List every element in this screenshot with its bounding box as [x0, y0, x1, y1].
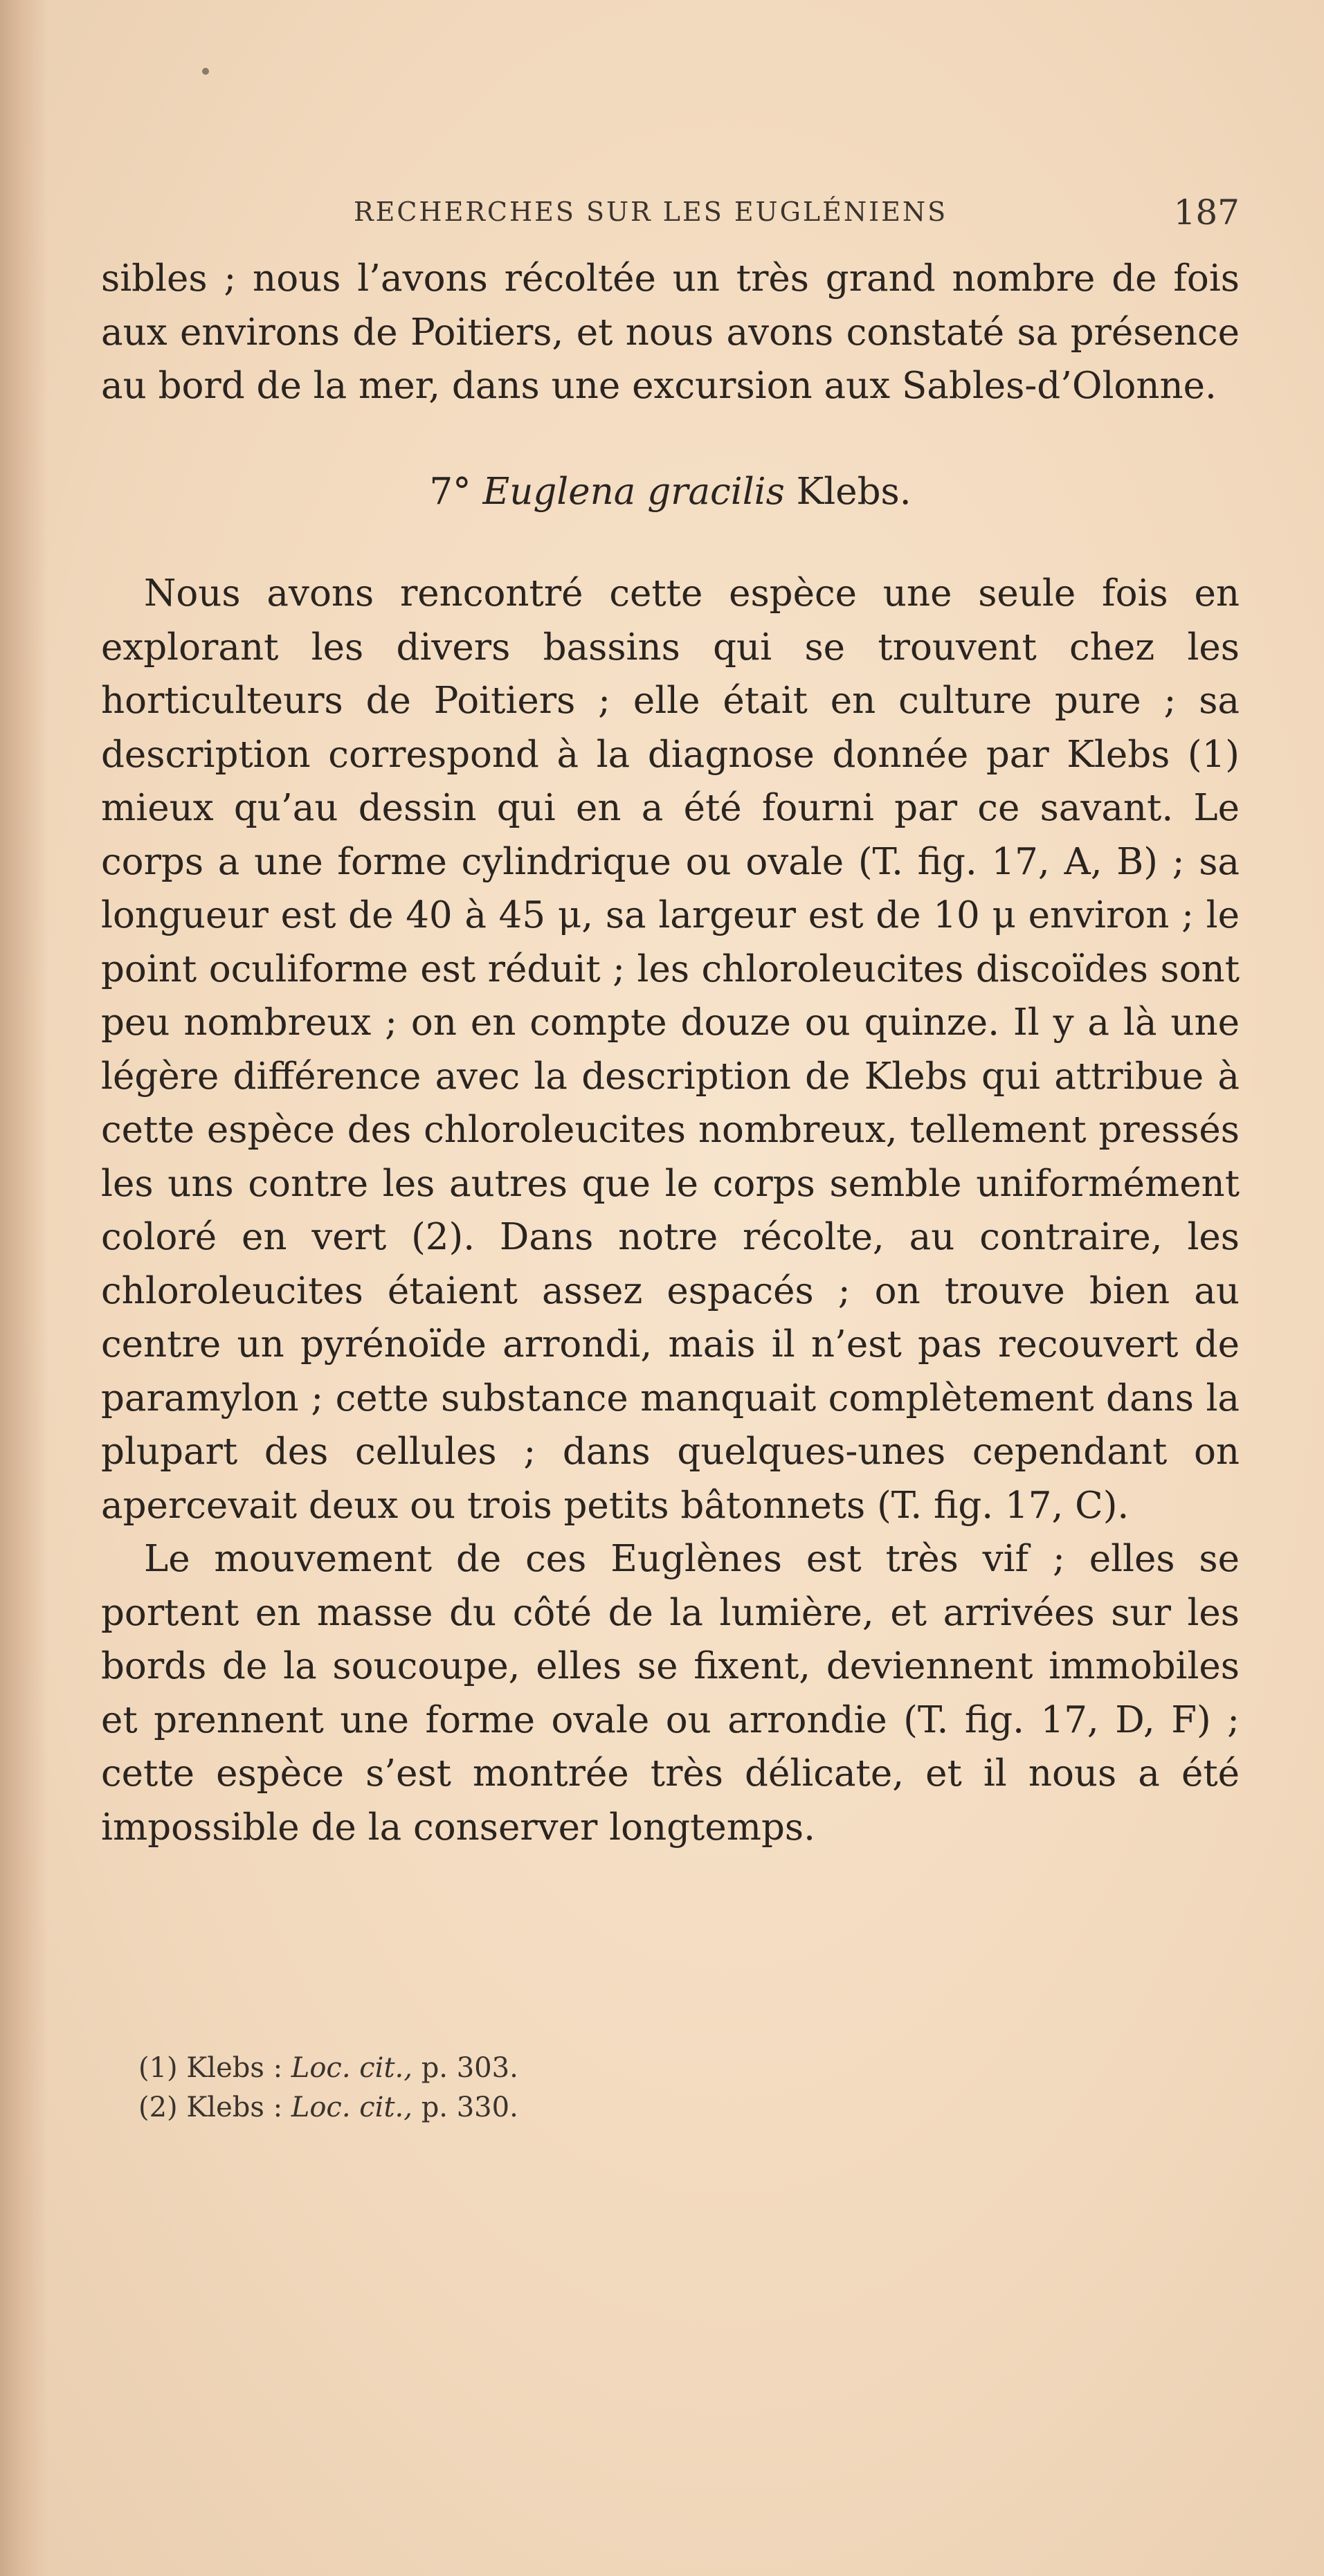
- paper-speck: [202, 68, 209, 75]
- section-number: 7°: [429, 470, 471, 513]
- footnote-1: [138, 2049, 518, 2088]
- footnote-page: p. 303.: [421, 2052, 518, 2084]
- footnote-author: Klebs :: [186, 2092, 283, 2123]
- footnote-page: p. 330.: [421, 2092, 518, 2123]
- paragraph-movement: Le mouvement de ces Euglènes est très vif ; elles se portent en masse du côté de la lumière, et arrivées sur les bords de la soucoupe, elles se fixent, deviennent immobiles et prennent une forme ovale ou arrondie (T. fig. 17, D, F) ; cette espèce s’est montrée très délicate, et il nous a été impossible de la conserver longtemps.: [101, 1538, 1240, 1849]
- running-header: [101, 192, 1240, 238]
- footnotes: [138, 2049, 518, 2128]
- footnote-ref: Loc. cit.,: [291, 2092, 412, 2123]
- running-title: RECHERCHES SUR LES EUGLÉNIENS: [354, 197, 948, 227]
- section-heading: [101, 465, 1240, 519]
- footnote-2: [138, 2088, 518, 2128]
- footnote-ref: Loc. cit.,: [291, 2052, 412, 2084]
- paragraph-description: Nous avons rencontré cette espèce une seule fois en explorant les divers bassins qui se trouvent chez les horticulteurs de Poitiers ; elle était en culture pure ; sa description correspond à la diagnose donnée par Klebs (1) mieux qu’au dessin qui en a été fourni par ce savant. Le corps a une forme cylindrique ou ovale (T. fig. 17, A, B) ; sa longueur est de 40 à 45 μ, sa largeur est de 10 μ environ ; le point oculiforme est réduit ; les chloroleucites discoïdes sont peu nombreux ; on en compte douze ou quinze. Il y a là une légère différence avec la description de Klebs qui attribue à cette espèce des chloroleucites nombreux, tellement pressés les uns contre les autres que le corps semble uniformément coloré en vert (2). Dans notre récolte, au contraire, les chloroleucites étaient assez espacés ; on trouve bien au centre un pyrénoïde arrondi, mais il n’est pas recouvert de paramylon ; cette substance manquait complètement dans la plupart des cellules ; dans quelques-unes cependant on apercevait deux ou trois petits bâtonnets (T. fig. 17, C).: [101, 572, 1240, 1527]
- species-name: Euglena gracilis: [482, 470, 785, 513]
- body-text: [101, 252, 1240, 1854]
- species-author: Klebs.: [796, 470, 912, 513]
- page-number: 187: [1173, 192, 1240, 233]
- footnote-author: Klebs :: [186, 2052, 283, 2084]
- footnote-marker: (1): [138, 2052, 178, 2084]
- page-spine-shadow: [0, 0, 48, 2576]
- footnote-marker: (2): [138, 2092, 178, 2123]
- continuation-paragraph: sibles ; nous l’avons récoltée un très grand nombre de fois aux environs de Poitiers, et nous avons constaté sa présence au bord de la mer, dans une excursion aux Sables-d’Olonne.: [101, 257, 1240, 407]
